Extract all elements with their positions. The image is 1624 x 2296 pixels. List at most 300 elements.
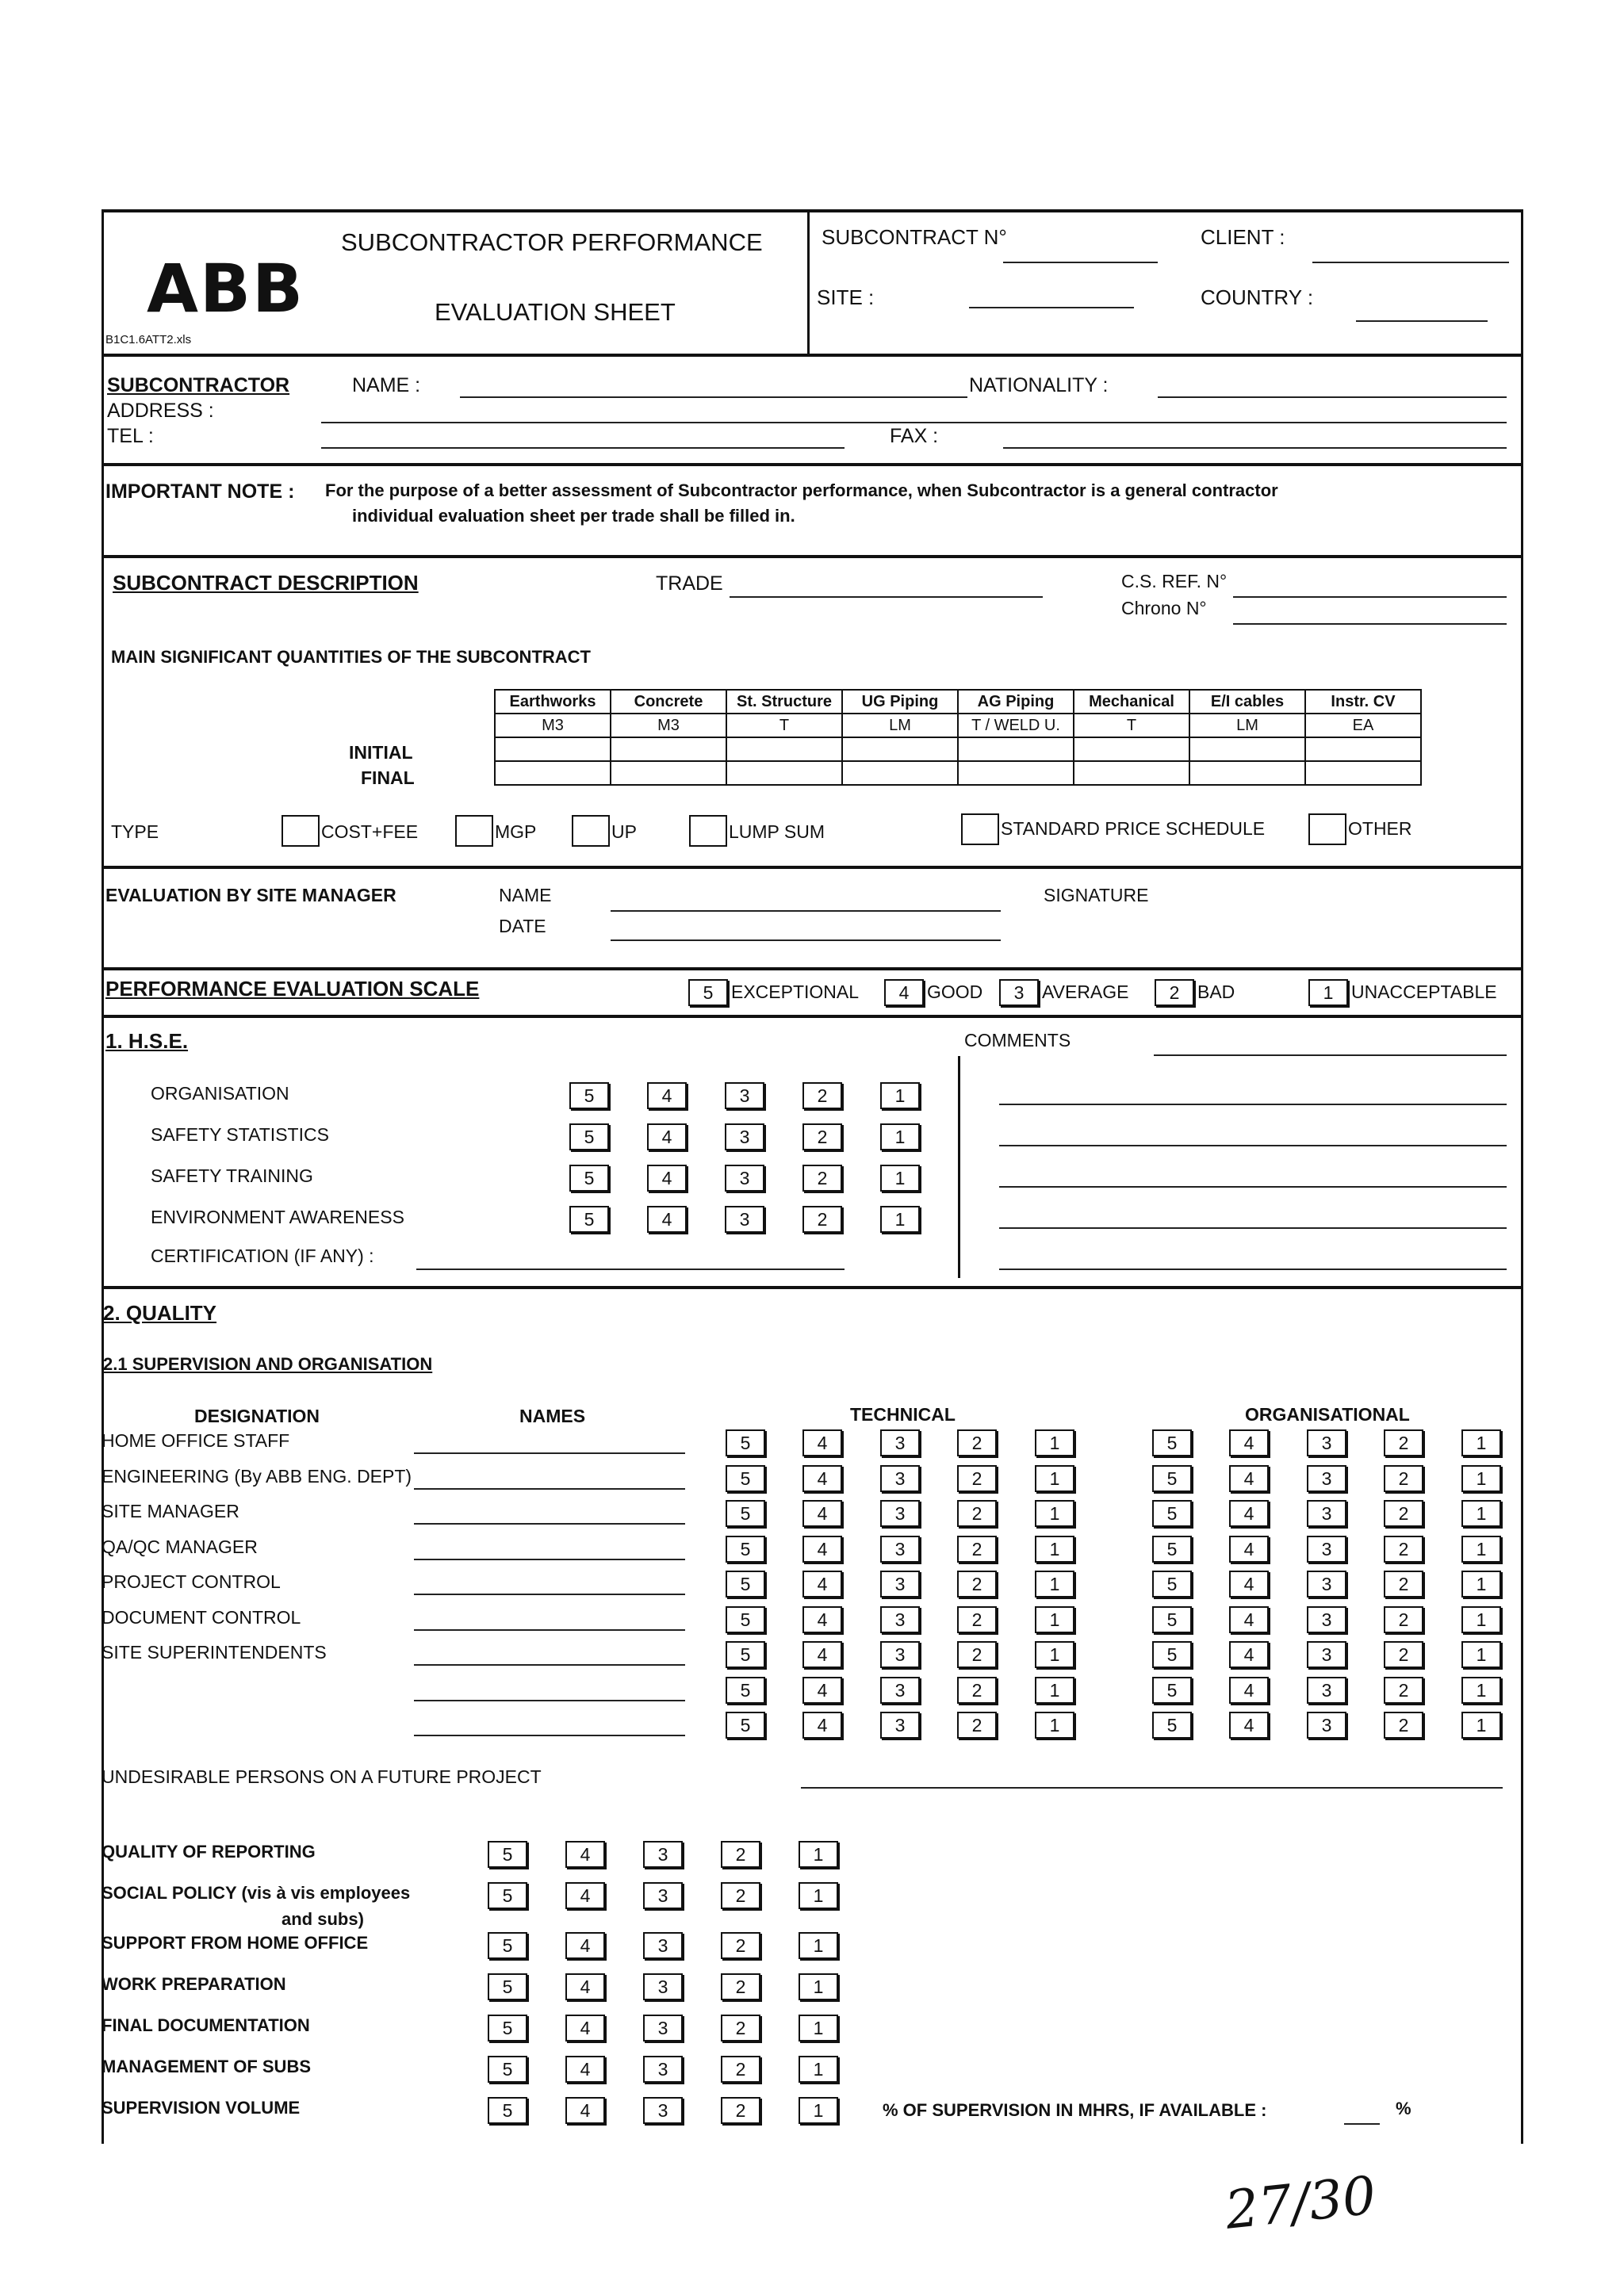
evaluation-label: EVALUATION BY SITE MANAGER (105, 885, 396, 905)
technical-score-box[interactable]: 1 (1035, 1500, 1074, 1527)
quality-subtitle: 2.1 SUPERVISION AND ORGANISATION (103, 1354, 433, 1374)
organisational-score-box[interactable]: 2 (1384, 1536, 1423, 1563)
cs-ref-field[interactable] (1233, 596, 1507, 598)
type-lump-sum-checkbox[interactable] (689, 815, 727, 847)
organisational-score-box[interactable]: 5 (1152, 1536, 1192, 1563)
organisational-score-box[interactable]: 2 (1384, 1677, 1423, 1704)
criterion-label: SUPPORT FROM HOME OFFICE (102, 1933, 369, 1953)
qty-col-unit: T (726, 714, 842, 737)
note-line2: individual evaluation sheet per trade shall be filled in. (352, 506, 795, 526)
organisational-score-box[interactable]: 5 (1152, 1606, 1192, 1633)
criterion-score-box[interactable]: 1 (799, 2015, 838, 2042)
title-line1: SUBCONTRACTOR PERFORMANCE (341, 228, 763, 256)
hse-item-label: SAFETY STATISTICS (151, 1124, 329, 1145)
organisational-score-box[interactable]: 4 (1229, 1571, 1269, 1598)
technical-score-box[interactable]: 3 (880, 1641, 920, 1668)
comment-line[interactable] (999, 1186, 1507, 1188)
criterion-score-box[interactable]: 5 (488, 1932, 527, 1959)
hse-score-box[interactable]: 1 (880, 1082, 920, 1109)
qty-initial-cell[interactable] (495, 737, 611, 761)
criterion-score-box[interactable]: 4 (565, 2097, 605, 2124)
qty-initial-cell[interactable] (842, 737, 958, 761)
organisational-score-box[interactable]: 1 (1461, 1571, 1501, 1598)
hse-score-box[interactable]: 3 (725, 1082, 764, 1109)
criterion-score-box[interactable]: 2 (721, 1932, 760, 1959)
undesirable-field[interactable] (801, 1787, 1503, 1789)
organisational-score-box[interactable]: 4 (1229, 1500, 1269, 1527)
organisational-score-box[interactable]: 3 (1307, 1500, 1346, 1527)
criterion-score-box[interactable]: 1 (799, 1841, 838, 1868)
file-ref: B1C1.6ATT2.xls (105, 333, 192, 346)
criterion-score-box[interactable]: 1 (799, 2097, 838, 2124)
comment-line[interactable] (999, 1145, 1507, 1146)
hse-title: 1. H.S.E. (105, 1029, 189, 1053)
criterion-score-box[interactable]: 4 (565, 2015, 605, 2042)
technical-score-box[interactable]: 4 (802, 1606, 842, 1633)
qty-final-cell[interactable] (1305, 761, 1421, 785)
organisational-score-box[interactable]: 1 (1461, 1712, 1501, 1739)
quantities-title: MAIN SIGNIFICANT QUANTITIES OF THE SUBCONTRACT (111, 647, 591, 667)
subcontractor-section-label: SUBCONTRACTOR (107, 374, 290, 396)
criterion-score-box[interactable]: 1 (799, 1882, 838, 1909)
criterion-score-box[interactable]: 3 (643, 2015, 683, 2042)
frame-right (1521, 209, 1523, 2144)
hse-score-box[interactable]: 2 (802, 1123, 842, 1150)
criterion-score-box[interactable]: 4 (565, 1973, 605, 2000)
criterion-label: WORK PREPARATION (102, 1974, 286, 1994)
technical-score-box[interactable]: 1 (1035, 1677, 1074, 1704)
technical-score-box[interactable]: 3 (880, 1571, 920, 1598)
designation-label: PROJECT CONTROL (102, 1571, 281, 1592)
chrono-label: Chrono N° (1121, 598, 1207, 618)
hse-item-label: ORGANISATION (151, 1083, 289, 1104)
final-label: FINAL (361, 767, 415, 788)
qty-col-header: Earthworks (495, 690, 611, 714)
technical-score-box[interactable]: 1 (1035, 1641, 1074, 1668)
description-title: SUBCONTRACT DESCRIPTION (113, 571, 419, 595)
header-bottom-rule (102, 354, 1523, 357)
criterion-score-box[interactable]: 2 (721, 2097, 760, 2124)
criterion-score-box[interactable]: 5 (488, 1841, 527, 1868)
technical-score-box[interactable]: 3 (880, 1677, 920, 1704)
organisational-score-box[interactable]: 3 (1307, 1677, 1346, 1704)
address-field[interactable] (321, 422, 1507, 423)
qty-initial-cell[interactable] (1189, 737, 1305, 761)
site-field[interactable] (969, 307, 1134, 308)
type-cost-fee-label: COST+FEE (321, 821, 419, 842)
technical-score-box[interactable]: 4 (802, 1641, 842, 1668)
initial-label: INITIAL (349, 742, 413, 763)
organisational-score-box[interactable]: 5 (1152, 1677, 1192, 1704)
technical-score-box[interactable]: 5 (726, 1606, 765, 1633)
hse-score-box[interactable]: 2 (802, 1165, 842, 1192)
technical-score-box[interactable]: 1 (1035, 1571, 1074, 1598)
name-field[interactable] (414, 1452, 685, 1454)
technical-score-box[interactable]: 2 (957, 1606, 997, 1633)
technical-score-box[interactable]: 2 (957, 1712, 997, 1739)
designation-label: QA/QC MANAGER (102, 1536, 258, 1557)
qty-initial-cell[interactable] (1074, 737, 1189, 761)
organisational-score-box[interactable]: 4 (1229, 1712, 1269, 1739)
address-label: ADDRESS : (107, 400, 214, 422)
scale-bottom-rule (102, 1015, 1523, 1018)
trade-label: TRADE (656, 572, 723, 595)
organisational-score-box[interactable]: 2 (1384, 1465, 1423, 1492)
hse-bottom-rule (102, 1286, 1523, 1289)
scale-box-2: 2 (1155, 979, 1194, 1006)
name-field[interactable] (414, 1488, 685, 1490)
type-mgp-label: MGP (495, 821, 537, 842)
scale-label-bad: BAD (1197, 982, 1235, 1002)
organisational-score-box[interactable]: 4 (1229, 1536, 1269, 1563)
criterion-score-box[interactable]: 4 (565, 1882, 605, 1909)
type-up-label: UP (611, 821, 637, 842)
nationality-field[interactable] (1158, 396, 1507, 398)
criterion-score-box[interactable]: 1 (799, 2056, 838, 2083)
type-mgp-checkbox[interactable] (455, 815, 493, 847)
organisational-score-box[interactable]: 3 (1307, 1429, 1346, 1456)
qty-col-unit: LM (1189, 714, 1305, 737)
fax-field[interactable] (1003, 447, 1507, 449)
technical-score-box[interactable]: 5 (726, 1500, 765, 1527)
organisational-score-box[interactable]: 5 (1152, 1429, 1192, 1456)
criterion-score-box[interactable]: 1 (799, 1932, 838, 1959)
organisational-score-box[interactable]: 4 (1229, 1641, 1269, 1668)
designation-label: SITE SUPERINTENDENTS (102, 1642, 327, 1663)
qty-col-header: E/I cables (1189, 690, 1305, 714)
type-lump-sum-label: LUMP SUM (729, 821, 825, 842)
technical-score-box[interactable]: 4 (802, 1465, 842, 1492)
technical-score-box[interactable]: 1 (1035, 1429, 1074, 1456)
tel-field[interactable] (321, 447, 845, 449)
subcontract-no-label: SUBCONTRACT N° (822, 225, 1007, 249)
client-label: CLIENT : (1201, 225, 1285, 249)
hse-score-box[interactable]: 3 (725, 1123, 764, 1150)
criterion-score-box[interactable]: 5 (488, 1882, 527, 1909)
technical-score-box[interactable]: 2 (957, 1536, 997, 1563)
technical-score-box[interactable]: 2 (957, 1571, 997, 1598)
type-standard-price-label: STANDARD PRICE SCHEDULE (1001, 818, 1266, 839)
technical-score-box[interactable]: 5 (726, 1536, 765, 1563)
organisational-score-box[interactable]: 5 (1152, 1571, 1192, 1598)
hse-score-box[interactable]: 3 (725, 1206, 764, 1233)
technical-score-box[interactable]: 5 (726, 1641, 765, 1668)
criterion-score-box[interactable]: 2 (721, 1973, 760, 2000)
technical-score-box[interactable]: 4 (802, 1536, 842, 1563)
technical-score-box[interactable]: 4 (802, 1677, 842, 1704)
comments-header-line (1154, 1054, 1507, 1056)
hse-score-box[interactable]: 2 (802, 1082, 842, 1109)
type-cost-fee-checkbox[interactable] (282, 815, 320, 847)
criterion-label: SUPERVISION VOLUME (102, 2098, 301, 2118)
qty-col-unit: EA (1305, 714, 1421, 737)
technical-score-box[interactable]: 5 (726, 1465, 765, 1492)
designation-label: HOME OFFICE STAFF (102, 1430, 290, 1451)
cs-ref-label: C.S. REF. N° (1121, 571, 1228, 591)
technical-header: TECHNICAL (850, 1404, 956, 1425)
type-standard-price-checkbox[interactable] (961, 813, 999, 845)
comment-line[interactable] (999, 1269, 1507, 1270)
organisational-score-box[interactable]: 3 (1307, 1712, 1346, 1739)
criterion-score-box[interactable]: 2 (721, 2015, 760, 2042)
organisational-score-box[interactable]: 4 (1229, 1465, 1269, 1492)
eval-signature-label: SIGNATURE (1044, 885, 1149, 905)
organisational-score-box[interactable]: 1 (1461, 1536, 1501, 1563)
criterion-label: QUALITY OF REPORTING (102, 1842, 316, 1862)
subcontract-no-field[interactable] (1003, 262, 1158, 263)
site-label: SITE : (817, 285, 875, 309)
qty-final-cell[interactable] (726, 761, 842, 785)
comments-divider (958, 1056, 960, 1278)
organisational-score-box[interactable]: 2 (1384, 1571, 1423, 1598)
organisational-score-box[interactable]: 4 (1229, 1606, 1269, 1633)
type-other-checkbox[interactable] (1308, 813, 1346, 845)
criterion-score-box[interactable]: 3 (643, 1973, 683, 2000)
organisational-score-box[interactable]: 1 (1461, 1641, 1501, 1668)
qty-col-header: Concrete (611, 690, 726, 714)
organisational-score-box[interactable]: 5 (1152, 1712, 1192, 1739)
organisational-score-box[interactable]: 3 (1307, 1465, 1346, 1492)
quality-title: 2. QUALITY (103, 1301, 217, 1325)
technical-score-box[interactable]: 2 (957, 1429, 997, 1456)
criterion-score-box[interactable]: 4 (565, 1932, 605, 1959)
organisational-score-box[interactable]: 5 (1152, 1500, 1192, 1527)
scale-label-good: GOOD (927, 982, 983, 1002)
organisational-score-box[interactable]: 5 (1152, 1641, 1192, 1668)
organisational-score-box[interactable]: 3 (1307, 1571, 1346, 1598)
qty-col-header: St. Structure (726, 690, 842, 714)
organisational-score-box[interactable]: 2 (1384, 1712, 1423, 1739)
organisational-score-box[interactable]: 2 (1384, 1429, 1423, 1456)
abb-logo: ABB (147, 250, 305, 327)
qty-col-header: Instr. CV (1305, 690, 1421, 714)
supervision-pct-label: % OF SUPERVISION IN MHRS, IF AVAILABLE : (883, 2100, 1267, 2120)
quantities-table (494, 689, 1422, 786)
hse-item-label: SAFETY TRAINING (151, 1165, 313, 1186)
technical-score-box[interactable]: 3 (880, 1606, 920, 1633)
designation-label: ENGINEERING (By ABB ENG. DEPT) (102, 1465, 412, 1487)
nationality-label: NATIONALITY : (969, 374, 1109, 396)
criterion-label: MANAGEMENT OF SUBS (102, 2057, 311, 2076)
name-field[interactable] (414, 1629, 685, 1631)
qty-final-cell[interactable] (495, 761, 611, 785)
qty-final-cell[interactable] (1074, 761, 1189, 785)
technical-score-box[interactable]: 4 (802, 1429, 842, 1456)
technical-score-box[interactable]: 2 (957, 1677, 997, 1704)
country-label: COUNTRY : (1201, 285, 1314, 309)
note-line1: For the purpose of a better assessment of Subcontractor performance, when Subcontractor is a general contractor (325, 480, 1278, 500)
qty-final-cell[interactable] (958, 761, 1074, 785)
criterion-score-box[interactable]: 3 (643, 1882, 683, 1909)
name-field[interactable] (414, 1594, 685, 1595)
technical-score-box[interactable]: 3 (880, 1712, 920, 1739)
note-bottom-rule (102, 555, 1523, 558)
hse-score-box[interactable]: 1 (880, 1165, 920, 1192)
trade-field[interactable] (730, 596, 1043, 598)
criterion-score-box[interactable]: 5 (488, 2015, 527, 2042)
hse-score-box[interactable]: 2 (802, 1206, 842, 1233)
scale-box-1: 1 (1308, 979, 1348, 1006)
organisational-score-box[interactable]: 4 (1229, 1677, 1269, 1704)
hse-score-box[interactable]: 5 (569, 1165, 609, 1192)
qty-initial-cell[interactable] (1305, 737, 1421, 761)
technical-score-box[interactable]: 5 (726, 1712, 765, 1739)
chrono-field[interactable] (1233, 623, 1507, 625)
technical-score-box[interactable]: 4 (802, 1500, 842, 1527)
name-field[interactable] (414, 1559, 685, 1560)
technical-score-box[interactable]: 2 (957, 1465, 997, 1492)
criterion-score-box[interactable]: 2 (721, 2056, 760, 2083)
technical-score-box[interactable]: 3 (880, 1536, 920, 1563)
hse-item-label: ENVIRONMENT AWARENESS (151, 1207, 404, 1227)
tel-label: TEL : (107, 425, 154, 447)
organisational-score-box[interactable]: 1 (1461, 1465, 1501, 1492)
criterion-score-box[interactable]: 5 (488, 2097, 527, 2124)
organisational-score-box[interactable]: 1 (1461, 1606, 1501, 1633)
names-header: NAMES (519, 1406, 586, 1426)
hse-score-box[interactable]: 4 (647, 1206, 687, 1233)
qty-initial-cell[interactable] (958, 737, 1074, 761)
technical-score-box[interactable]: 4 (802, 1712, 842, 1739)
organisational-score-box[interactable]: 1 (1461, 1429, 1501, 1456)
qty-col-header: UG Piping (842, 690, 958, 714)
name-field[interactable] (414, 1735, 685, 1736)
social-policy-continued: and subs) (282, 1909, 364, 1929)
fax-label: FAX : (890, 425, 939, 447)
comments-label: COMMENTS (964, 1030, 1071, 1050)
qty-col-unit: T (1074, 714, 1189, 737)
hse-score-box[interactable]: 4 (647, 1165, 687, 1192)
criterion-score-box[interactable]: 4 (565, 1841, 605, 1868)
criterion-score-box[interactable]: 1 (799, 1973, 838, 2000)
organisational-score-box[interactable]: 2 (1384, 1641, 1423, 1668)
scale-label-unacceptable: UNACCEPTABLE (1351, 982, 1497, 1002)
technical-score-box[interactable]: 5 (726, 1429, 765, 1456)
eval-date-field[interactable] (611, 939, 1001, 941)
hse-score-box[interactable]: 1 (880, 1206, 920, 1233)
organisational-score-box[interactable]: 4 (1229, 1429, 1269, 1456)
comment-line[interactable] (999, 1104, 1507, 1105)
technical-score-box[interactable]: 1 (1035, 1712, 1074, 1739)
supervision-pct-field[interactable] (1344, 2123, 1380, 2125)
client-field[interactable] (1312, 262, 1509, 263)
organisational-score-box[interactable]: 3 (1307, 1536, 1346, 1563)
qty-final-cell[interactable] (842, 761, 958, 785)
scale-box-4: 4 (884, 979, 924, 1006)
qty-initial-cell[interactable] (726, 737, 842, 761)
evaluation-bottom-rule (102, 967, 1523, 970)
hse-score-box[interactable]: 5 (569, 1206, 609, 1233)
qty-initial-cell[interactable] (611, 737, 726, 761)
hse-score-box[interactable]: 5 (569, 1123, 609, 1150)
criterion-score-box[interactable]: 5 (488, 1973, 527, 2000)
qty-col-unit: M3 (495, 714, 611, 737)
handwritten-page-number: 27/30 (1222, 2164, 1379, 2241)
country-field[interactable] (1356, 320, 1488, 322)
technical-score-box[interactable]: 5 (726, 1571, 765, 1598)
eval-date-label: DATE (499, 916, 546, 936)
organisational-score-box[interactable]: 1 (1461, 1677, 1501, 1704)
organisational-header: ORGANISATIONAL (1245, 1404, 1410, 1425)
qty-col-header: Mechanical (1074, 690, 1189, 714)
criterion-score-box[interactable]: 4 (565, 2056, 605, 2083)
comment-line[interactable] (999, 1227, 1507, 1229)
organisational-score-box[interactable]: 5 (1152, 1465, 1192, 1492)
subcontractor-bottom-rule (102, 463, 1523, 466)
name-field[interactable] (414, 1664, 685, 1666)
type-other-label: OTHER (1348, 818, 1412, 839)
criterion-score-box[interactable]: 5 (488, 2056, 527, 2083)
hse-score-box[interactable]: 3 (725, 1165, 764, 1192)
criterion-score-box[interactable]: 2 (721, 1841, 760, 1868)
organisational-score-box[interactable]: 3 (1307, 1641, 1346, 1668)
organisational-score-box[interactable]: 3 (1307, 1606, 1346, 1633)
criterion-score-box[interactable]: 3 (643, 2097, 683, 2124)
technical-score-box[interactable]: 4 (802, 1571, 842, 1598)
header-divider (807, 209, 810, 354)
name-field[interactable] (460, 396, 967, 398)
technical-score-box[interactable]: 3 (880, 1465, 920, 1492)
eval-name-field[interactable] (611, 910, 1001, 912)
scale-box-3: 3 (999, 979, 1039, 1006)
criterion-score-box[interactable]: 3 (643, 1932, 683, 1959)
qty-final-cell[interactable] (1189, 761, 1305, 785)
criterion-label: FINAL DOCUMENTATION (102, 2015, 310, 2035)
pct-sign: % (1396, 2099, 1411, 2118)
qty-col-unit: LM (842, 714, 958, 737)
technical-score-box[interactable]: 1 (1035, 1465, 1074, 1492)
hse-score-box[interactable]: 4 (647, 1082, 687, 1109)
type-label: TYPE (111, 821, 159, 842)
technical-score-box[interactable]: 3 (880, 1429, 920, 1456)
name-label: NAME : (352, 374, 421, 396)
eval-name-label: NAME (499, 885, 552, 905)
name-field[interactable] (414, 1523, 685, 1525)
frame-top (102, 209, 1523, 212)
criterion-label: SOCIAL POLICY (vis à vis employees (102, 1883, 411, 1903)
technical-score-box[interactable]: 2 (957, 1500, 997, 1527)
technical-score-box[interactable]: 5 (726, 1677, 765, 1704)
organisational-score-box[interactable]: 2 (1384, 1500, 1423, 1527)
title-line2: EVALUATION SHEET (435, 298, 676, 326)
technical-score-box[interactable]: 1 (1035, 1536, 1074, 1563)
organisational-score-box[interactable]: 1 (1461, 1500, 1501, 1527)
technical-score-box[interactable]: 1 (1035, 1606, 1074, 1633)
qty-col-unit: T / WELD U. (958, 714, 1074, 737)
name-field[interactable] (414, 1700, 685, 1701)
hse-score-box[interactable]: 5 (569, 1082, 609, 1109)
criterion-score-box[interactable]: 3 (643, 2056, 683, 2083)
hse-score-box[interactable]: 1 (880, 1123, 920, 1150)
qty-final-cell[interactable] (611, 761, 726, 785)
criterion-score-box[interactable]: 2 (721, 1882, 760, 1909)
technical-score-box[interactable]: 2 (957, 1641, 997, 1668)
scale-label-exceptional: EXCEPTIONAL (731, 982, 860, 1002)
hse-score-box[interactable]: 4 (647, 1123, 687, 1150)
scale-title: PERFORMANCE EVALUATION SCALE (105, 977, 480, 1001)
technical-score-box[interactable]: 3 (880, 1500, 920, 1527)
criterion-score-box[interactable]: 3 (643, 1841, 683, 1868)
certification-field[interactable] (416, 1269, 845, 1270)
undesirable-label: UNDESIRABLE PERSONS ON A FUTURE PROJECT (102, 1766, 542, 1787)
qty-col-unit: M3 (611, 714, 726, 737)
scale-label-average: AVERAGE (1042, 982, 1129, 1002)
designation-label: DOCUMENT CONTROL (102, 1606, 301, 1628)
organisational-score-box[interactable]: 2 (1384, 1606, 1423, 1633)
type-up-checkbox[interactable] (572, 815, 610, 847)
scale-box-5: 5 (688, 979, 728, 1006)
description-bottom-rule (102, 866, 1523, 869)
